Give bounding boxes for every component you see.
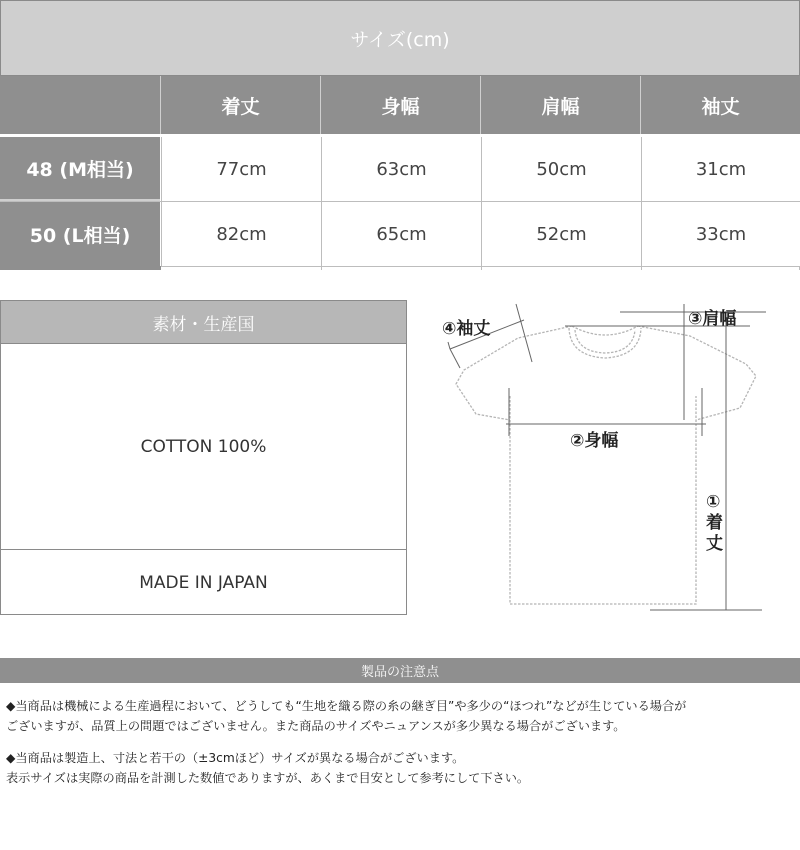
label-column-stub [0, 266, 161, 270]
cell-length: 77cm [161, 137, 321, 201]
grid-stub [321, 266, 322, 270]
country-of-origin: MADE IN JAPAN [139, 573, 268, 593]
row-size-label: 50 (L相当) [0, 202, 160, 266]
notice-line: ございますが、品質上の問題ではございません。また商品のサイズやニュアンスが多少異なる場合がございます。 [6, 719, 626, 733]
table-row [0, 202, 800, 266]
label-body-length [706, 492, 723, 555]
label-sleeve-length: ④袖丈 [442, 319, 491, 339]
cell-shoulder: 50cm [481, 137, 641, 201]
notice-line: ◆当商品は製造上、寸法と若干の（±3cmほど）サイズが異なる場合がございます。 [6, 751, 465, 765]
header-shoulder: 肩幅 [481, 76, 641, 134]
cell-chest: 65cm [321, 202, 481, 266]
header-chest: 身幅 [321, 76, 481, 134]
notice-text [6, 696, 796, 800]
tshirt-outline-icon [420, 296, 800, 626]
header-corner-cell [0, 76, 161, 134]
cell-sleeve: 33cm [641, 202, 800, 266]
cell-sleeve: 31cm [641, 137, 800, 201]
notice-line: 表示サイズは実際の商品を計測した数値でありますが、あくまで目安として参考にして下さい。 [6, 771, 530, 785]
notice-paragraph [6, 696, 796, 736]
label-body-length-char: 丈 [706, 534, 723, 554]
header-length: 着丈 [161, 76, 321, 134]
label-body-length-number: ① [706, 492, 721, 512]
size-table-title: サイズ(cm) [0, 0, 800, 76]
label-body-length-char: 着 [706, 513, 723, 533]
size-table-header-row [0, 76, 800, 136]
material-box [0, 300, 407, 615]
measurement-diagram [420, 296, 800, 626]
cell-shoulder: 52cm [481, 202, 641, 266]
material-content: COTTON 100% [1, 344, 406, 550]
notice-paragraph [6, 748, 796, 788]
label-shoulder-width: ③肩幅 [688, 309, 737, 329]
label-chest-width: ②身幅 [570, 431, 619, 451]
grid-stub [641, 266, 642, 270]
notice-title: 製品の注意点 [0, 658, 800, 683]
table-row [0, 137, 800, 202]
row-size-label: 48 (M相当) [0, 137, 160, 201]
cell-length: 82cm [161, 202, 321, 266]
cell-chest: 63cm [321, 137, 481, 201]
material-title: 素材・生産国 [1, 301, 406, 344]
notice-line: ◆当商品は機械による生産過程において、どうしても“生地を織る際の糸の継ぎ目”や多少の“ほつれ”などが生じている場合が [6, 699, 687, 713]
header-sleeve: 袖丈 [641, 76, 800, 134]
grid-stub [481, 266, 482, 270]
